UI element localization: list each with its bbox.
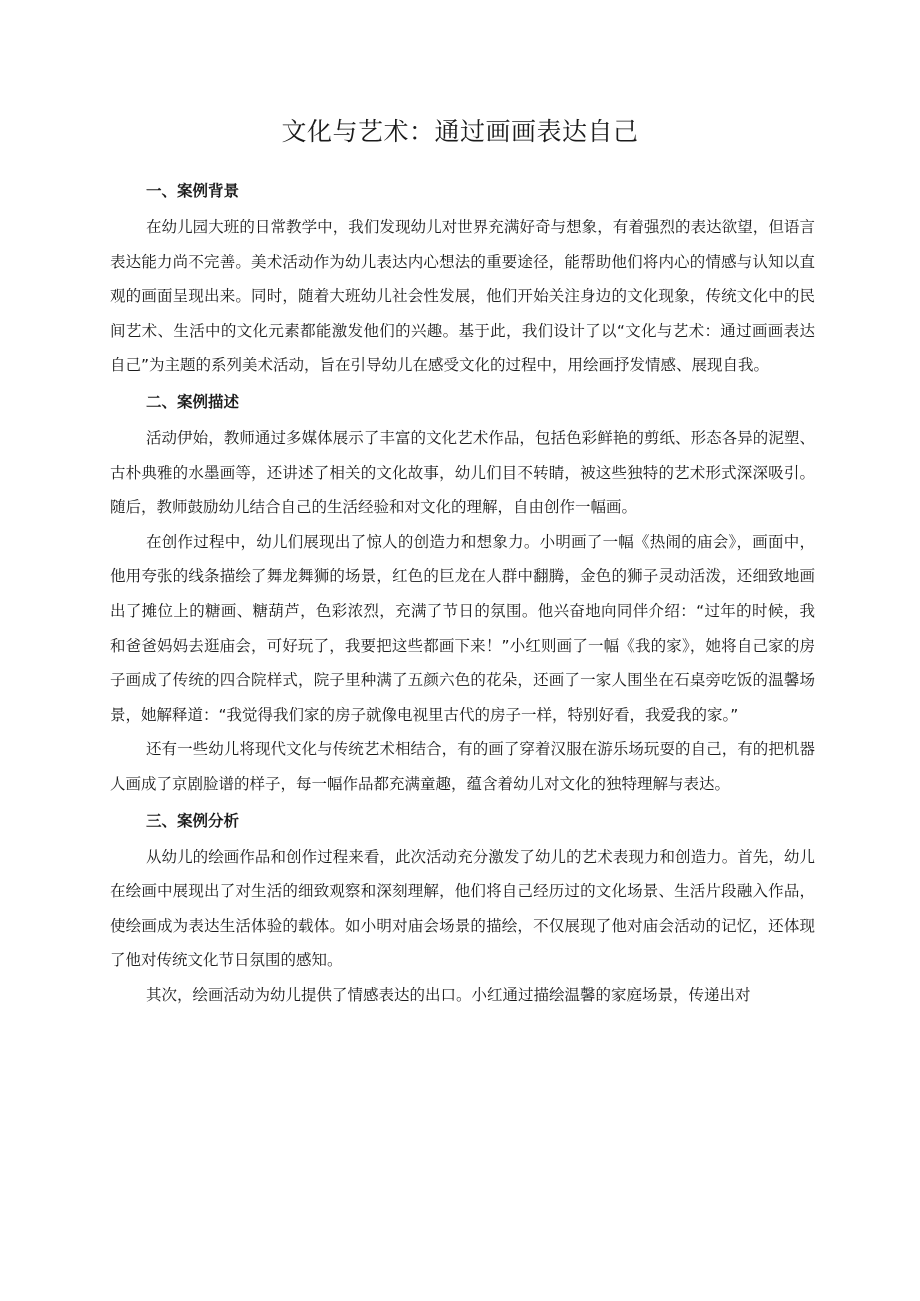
paragraph: 其次，绘画活动为幼儿提供了情感表达的出口。小红通过描绘温馨的家庭场景，传递出对 [146, 985, 751, 1004]
section-heading: 二、案例描述 [146, 392, 240, 411]
section-description [110, 383, 815, 802]
paragraph: 在幼儿园大班的日常教学中，我们发现幼儿对世界充满好奇与想象，有着强烈的表达欲望，但语言表达能力尚不完善。美术活动作为幼儿表达内心想法的重要途径，能帮助他们将内心的情感与认知以直观的画面呈现出来。同时，随着大班幼儿社会性发展，他们开始关注身边的文化现象，传统文化中的民间艺术、生活中的文化元素都能激发他们的兴趣。基于此，我们设计了以“文化与艺术：通过画画表达自己”为主题的系列美术活动，旨在引导幼儿在感受文化的过程中，用绘画抒发情感、展现自我。 [110, 218, 815, 375]
document-body [110, 172, 815, 1012]
paragraph: 从幼儿的绘画作品和创作过程来看，此次活动充分激发了幼儿的艺术表现力和创造力。首先，幼儿在绘画中展现出了对生活的细致观察和深刻理解，他们将自己经历过的文化场景、生活片段融入作品，使绘画成为表达生活体验的载体。如小明对庙会场景的描绘，不仅展现了他对庙会活动的记忆，还体现了他对传统文化节日氛围的感知。 [110, 847, 815, 970]
section-heading: 三、案例分析 [146, 811, 240, 830]
section-analysis [110, 802, 815, 1013]
paragraph: 在创作过程中，幼儿们展现出了惊人的创造力和想象力。小明画了一幅《热闹的庙会》，画面中，他用夸张的线条描绘了舞龙舞狮的场景，红色的巨龙在人群中翻腾，金色的狮子灵动活泼，还细致地画出了摊位上的糖画、糖葫芦，色彩浓烈，充满了节日的氛围。他兴奋地向同伴介绍：“过年的时候，我和爸爸妈妈去逛庙会，可好玩了，我要把这些都画下来！”小红则画了一幅《我的家》，她将自己家的房子画成了传统的四合院样式，院子里种满了五颜六色的花朵，还画了一家人围坐在石桌旁吃饭的温馨场景，她解释道：“我觉得我们家的房子就像电视里古代的房子一样，特别好看，我爱我的家。” [110, 532, 815, 724]
paragraph: 还有一些幼儿将现代文化与传统艺术相结合，有的画了穿着汉服在游乐场玩耍的自己，有的把机器人画成了京剧脸谱的样子，每一幅作品都充满童趣，蕴含着幼儿对文化的独特理解与表达。 [110, 740, 815, 793]
section-background [110, 172, 815, 383]
section-heading: 一、案例背景 [146, 182, 240, 200]
document-title: 文化与艺术：通过画画表达自己 [281, 117, 639, 146]
paragraph: 活动伊始，教师通过多媒体展示了丰富的文化艺术作品，包括色彩鲜艳的剪纸、形态各异的泥塑、古朴典雅的水墨画等，还讲述了相关的文化故事，幼儿们目不转睛，被这些独特的艺术形式深深吸引。随后，教师鼓励幼儿结合自己的生活经验和对文化的理解，自由创作一幅画。 [110, 428, 815, 517]
